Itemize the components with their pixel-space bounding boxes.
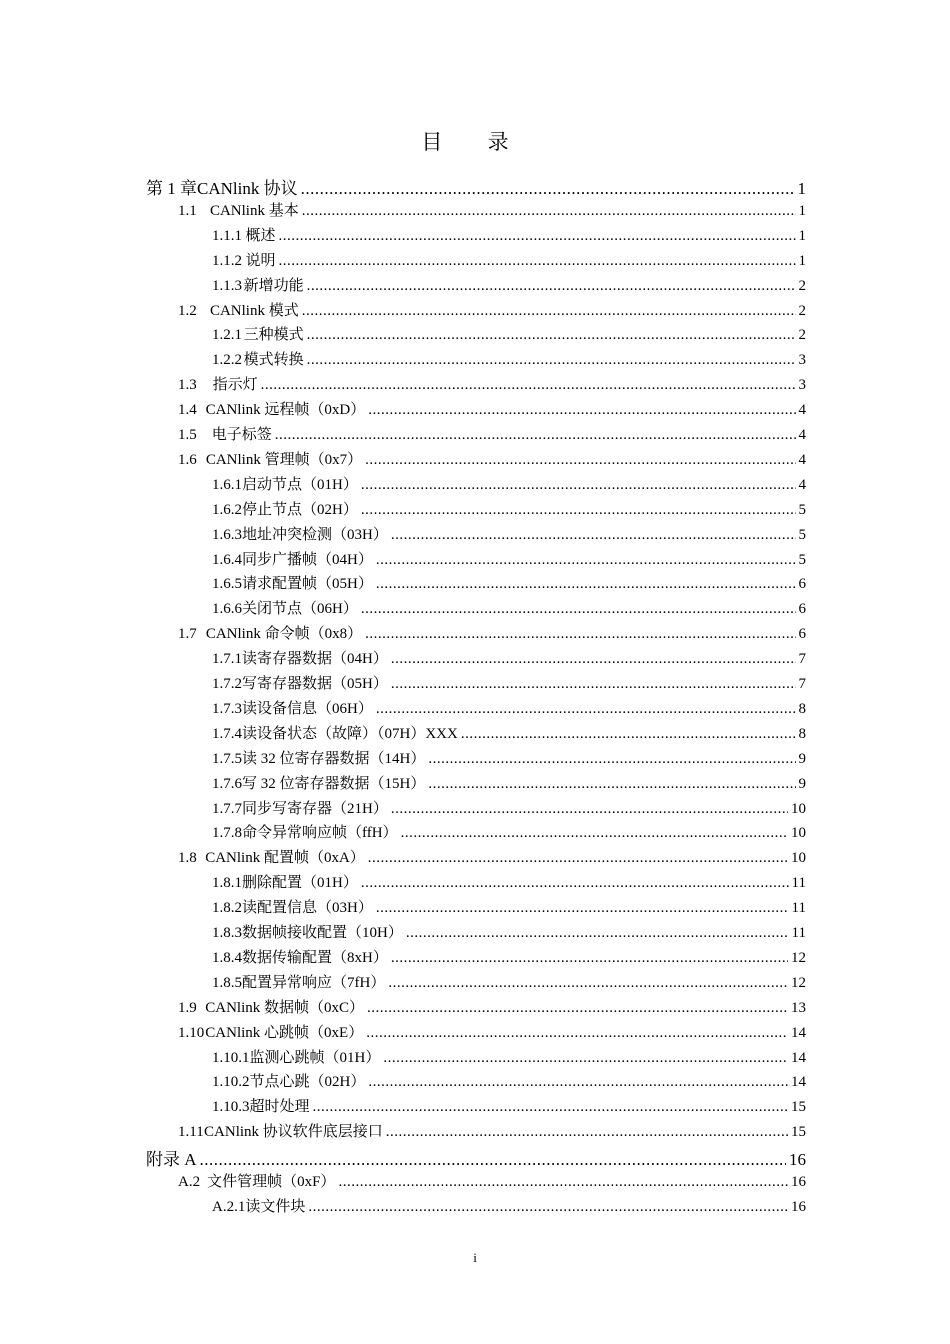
- toc-entry-number: 1.1.1: [212, 227, 242, 244]
- toc-entry-title: 数据传输配置（8xH）: [242, 949, 388, 966]
- toc-entry-number: 附录 A: [146, 1150, 197, 1170]
- toc-entry-number: 1.8.1: [212, 875, 242, 892]
- toc-entry-number: 1.8.3: [212, 925, 242, 941]
- toc-entry-page: 3: [798, 377, 806, 394]
- toc-entry-page: 4: [798, 402, 806, 419]
- dot-leader: [368, 402, 795, 419]
- toc-entry-title: 模式转换: [243, 352, 304, 369]
- toc-entry[interactable]: [212, 1070, 806, 1091]
- toc-entry[interactable]: [212, 722, 806, 743]
- dot-leader: [307, 352, 796, 369]
- toc-entry-page: 3: [798, 352, 806, 369]
- toc-entry-title: 请求配置帧（05H）: [242, 576, 373, 593]
- toc-entry-number: 1.6.3: [212, 526, 242, 543]
- toc-entry[interactable]: [212, 597, 806, 618]
- dot-leader: [428, 776, 795, 793]
- toc-entry[interactable]: [178, 846, 806, 867]
- toc-entry-page: 10: [791, 850, 806, 867]
- toc-entry-page: 14: [791, 1074, 806, 1091]
- toc-entry-page: 7: [798, 651, 806, 668]
- dot-leader: [307, 278, 796, 295]
- dot-leader: [376, 900, 789, 917]
- toc-entry[interactable]: [212, 971, 806, 992]
- dot-leader: [376, 576, 796, 593]
- dot-leader: [391, 651, 796, 668]
- toc-entry-page: 2: [798, 327, 806, 344]
- toc-entry-number: 1.6.5: [212, 576, 242, 593]
- toc-entry-page: 6: [798, 626, 806, 643]
- dot-leader: [391, 950, 788, 967]
- toc-entry[interactable]: [212, 348, 806, 369]
- toc-entry-number: 1.7.1: [212, 651, 242, 668]
- dot-leader: [302, 203, 796, 220]
- toc-entry-page: 11: [791, 925, 806, 941]
- dot-leader: [361, 477, 796, 494]
- dot-leader: [313, 1099, 788, 1116]
- toc-entry-title: 读文件块: [245, 1198, 306, 1215]
- toc-entry-title: CANlink 数据帧（0xC）: [205, 999, 364, 1016]
- toc-entry-number: 1.6.2: [212, 501, 242, 518]
- toc-entry-page: 5: [798, 526, 806, 543]
- toc-entry[interactable]: [212, 274, 806, 295]
- toc-entry-title: CANlink 心跳帧（0xE）: [205, 1024, 364, 1041]
- toc-entry-page: 12: [791, 949, 806, 966]
- toc-entry-page: 16: [791, 1198, 806, 1215]
- toc-entry-page: 4: [798, 451, 806, 468]
- toc-entry-number: 1.7.7: [212, 800, 242, 817]
- dot-leader: [428, 751, 795, 768]
- dot-leader: [307, 327, 796, 344]
- toc-entry-title: 读配置信息（03H）: [242, 900, 373, 917]
- dot-leader: [278, 228, 795, 245]
- toc-entry-number: 1.7.8: [212, 825, 242, 842]
- toc-entry[interactable]: [178, 423, 806, 444]
- toc-entry-page: 6: [798, 576, 806, 593]
- dot-leader: [200, 1150, 786, 1170]
- toc-entry-title: CANlink 配置帧（0xA）: [205, 850, 365, 867]
- toc-entry-title: 超时处理: [249, 1099, 310, 1116]
- toc-entry-number: 1.2: [178, 302, 197, 319]
- toc-entry[interactable]: [212, 697, 806, 718]
- toc-entry-number: 1.8.2: [212, 900, 242, 917]
- toc-entry[interactable]: [212, 1095, 806, 1116]
- toc-entry-number: 1.10: [178, 1024, 205, 1041]
- dot-leader: [275, 427, 796, 444]
- toc-entry[interactable]: [146, 174, 806, 199]
- toc-entry-number: A.2: [178, 1174, 201, 1190]
- dot-leader: [368, 850, 788, 867]
- toc-entry-page: 4: [798, 427, 806, 443]
- toc-entry-number: 1.10.2: [212, 1074, 250, 1091]
- toc-entry-title: 关闭节点（06H）: [242, 601, 358, 618]
- toc-entry[interactable]: [212, 1046, 806, 1067]
- dot-leader: [361, 502, 796, 519]
- toc-entry[interactable]: [178, 199, 806, 220]
- toc-entry-title: 数据帧接收配置（10H）: [242, 925, 403, 941]
- toc-entry[interactable]: [178, 996, 806, 1017]
- dot-leader: [365, 452, 795, 469]
- toc-entry-page: 4: [798, 476, 806, 493]
- toc-entry-title: 地址冲突检测（03H）: [242, 526, 388, 543]
- toc-entry-title: 说明: [245, 252, 276, 269]
- toc-entry[interactable]: [212, 896, 806, 917]
- toc-entry-page: 10: [791, 825, 806, 842]
- toc-entry-page: 8: [798, 700, 806, 717]
- toc-entry-number: 1.8.4: [212, 949, 242, 966]
- toc-entry-number: 1.1.2: [212, 252, 242, 269]
- toc-entry-number: 1.7.4: [212, 725, 242, 742]
- toc-entry-page: 6: [798, 601, 806, 618]
- toc-entry-page: 15: [791, 1099, 806, 1116]
- toc-entry-number: 1.6.6: [212, 601, 242, 618]
- toc-entry-page: 12: [791, 974, 806, 991]
- toc-entry-page: 1: [797, 179, 806, 198]
- dot-leader: [391, 801, 788, 818]
- toc-entry-number: 1.6.1: [212, 476, 242, 493]
- dot-leader: [366, 1025, 788, 1042]
- dot-leader: [308, 1199, 788, 1216]
- toc-entry-number: 1.7.3: [212, 700, 242, 717]
- toc-entry-title: 写寄存器数据（05H）: [242, 676, 388, 692]
- toc-entry[interactable]: [212, 747, 806, 768]
- toc-entry-page: 5: [798, 501, 806, 518]
- toc-entry-title: 指示灯: [212, 377, 258, 394]
- dot-leader: [391, 527, 796, 544]
- dot-leader: [302, 303, 796, 320]
- dot-leader: [376, 552, 796, 569]
- toc-entry[interactable]: [212, 647, 806, 668]
- dot-leader: [391, 676, 796, 693]
- toc-title: 目 录: [421, 130, 529, 154]
- dot-leader: [401, 825, 788, 842]
- toc-entry-title: 监测心跳帧（01H）: [249, 1049, 381, 1066]
- toc-entry-number: 1.8.5: [212, 974, 242, 991]
- toc-entry-title: 命令异常响应帧（ffH）: [242, 825, 398, 842]
- toc-entry-number: 1.10.1: [212, 1049, 250, 1066]
- toc-entry-number: 1.6: [178, 451, 197, 468]
- toc-entry[interactable]: [212, 323, 806, 344]
- toc-entry[interactable]: [212, 548, 806, 569]
- dot-leader: [461, 726, 796, 743]
- toc-entry[interactable]: [178, 299, 806, 320]
- toc-entry-number: 1.1: [178, 202, 197, 219]
- toc-entry-page: 9: [798, 750, 806, 767]
- toc-entry-number: 第 1 章: [146, 179, 197, 198]
- toc-entry-page: 16: [789, 1150, 806, 1170]
- toc-entry-title: 概述: [245, 227, 276, 244]
- toc-entry-page: 15: [791, 1124, 806, 1141]
- toc-entry-title: CANlink 基本: [209, 202, 299, 219]
- toc-entry[interactable]: [178, 373, 806, 394]
- toc-entry-number: 1.1.3: [212, 277, 242, 294]
- toc-entry[interactable]: [178, 1021, 806, 1042]
- toc-entry-number: A.2.1: [212, 1198, 246, 1215]
- toc-entry-page: 1: [798, 227, 806, 244]
- toc-entry-page: 2: [798, 302, 806, 319]
- toc-entry-title: 读 32 位寄存器数据（14H）: [242, 750, 426, 767]
- toc-entry-page: 16: [791, 1174, 806, 1190]
- toc-entry-title: 同步广播帧（04H）: [242, 551, 373, 568]
- dot-leader: [261, 377, 796, 394]
- dot-leader: [376, 701, 796, 718]
- toc-entry[interactable]: [212, 572, 806, 593]
- toc-entry-title: CANlink 协议: [197, 179, 298, 198]
- toc-entry-title: CANlink 模式: [209, 302, 299, 319]
- toc-entry-number: 1.7: [178, 626, 197, 643]
- toc-entry-number: 1.5: [178, 427, 197, 443]
- toc-entry-page: 13: [791, 999, 806, 1016]
- toc-entry-number: 1.8: [178, 850, 197, 867]
- toc-entry-title: 启动节点（01H）: [242, 476, 358, 493]
- toc-entry[interactable]: [212, 871, 806, 892]
- toc-entry[interactable]: [178, 1120, 806, 1141]
- toc-entry-title: 读设备状态（故障）（07H）XXX: [242, 725, 458, 742]
- toc-entry-title: CANlink 远程帧（0xD）: [205, 402, 366, 419]
- toc-entry[interactable]: [212, 946, 806, 967]
- dot-leader: [361, 601, 796, 618]
- toc-entry-number: 1.7.2: [212, 676, 242, 692]
- toc-entry-title: 同步写寄存器（21H）: [242, 800, 388, 817]
- toc-entry-number: 1.6.4: [212, 551, 242, 568]
- page-number: i: [473, 1250, 477, 1265]
- toc-entry-number: 1.7.5: [212, 750, 242, 767]
- toc-entry[interactable]: [178, 398, 806, 419]
- toc-entry[interactable]: [212, 772, 806, 793]
- toc-entry-page: 2: [798, 277, 806, 294]
- toc-entry[interactable]: [212, 1195, 806, 1216]
- toc-entry-title: 删除配置（01H）: [242, 875, 358, 892]
- toc-entry-page: 5: [798, 551, 806, 568]
- toc-entry[interactable]: [212, 498, 806, 519]
- toc-entry-page: 14: [791, 1049, 806, 1066]
- toc-entry-page: 1: [798, 252, 806, 269]
- toc-entry-page: 1: [798, 202, 806, 219]
- dot-leader: [406, 925, 789, 942]
- toc-entry-number: 1.4: [178, 402, 197, 419]
- toc-entry-title: 配置异常响应（7fH）: [242, 974, 386, 991]
- toc-entry-title: 停止节点（02H）: [242, 501, 358, 518]
- toc-entry-page: 11: [791, 875, 806, 892]
- toc-entry-title: 三种模式: [243, 327, 304, 344]
- toc-entry[interactable]: [178, 1170, 806, 1191]
- toc-entry-number: 1.10.3: [212, 1099, 250, 1116]
- toc-entry-page: 8: [798, 725, 806, 742]
- toc-entry-number: 1.11: [178, 1124, 204, 1141]
- toc-entry[interactable]: [212, 224, 806, 245]
- toc-entry[interactable]: [212, 921, 806, 942]
- toc-entry[interactable]: [212, 797, 806, 818]
- toc-entry[interactable]: [212, 473, 806, 494]
- toc-entry[interactable]: [178, 622, 806, 643]
- toc-entry-page: 14: [791, 1024, 806, 1041]
- toc-entry-title: CANlink 命令帧（0x8）: [205, 626, 363, 643]
- toc-entry[interactable]: [146, 1145, 806, 1170]
- toc-entry-page: 7: [798, 676, 806, 692]
- toc-entry-page: 11: [791, 900, 806, 917]
- toc-entry-title: 文件管理帧（0xF）: [207, 1174, 336, 1190]
- dot-leader: [367, 1000, 788, 1017]
- toc-entry-title: CANlink 协议软件底层接口: [204, 1124, 383, 1141]
- dot-leader: [365, 626, 795, 643]
- toc-entry-page: 9: [798, 775, 806, 792]
- toc-entry[interactable]: [212, 821, 806, 842]
- dot-leader: [383, 1050, 788, 1067]
- toc-entry[interactable]: [178, 448, 806, 469]
- toc-entry-page: 10: [791, 800, 806, 817]
- toc-entry-title: 节点心跳（02H）: [249, 1074, 366, 1091]
- dot-leader: [338, 1174, 788, 1191]
- dot-leader: [388, 975, 788, 992]
- toc-entry-number: 1.2.2: [212, 352, 242, 369]
- toc-entry[interactable]: [212, 672, 806, 693]
- toc-entry[interactable]: [212, 249, 806, 270]
- toc-entry-number: 1.2.1: [212, 327, 242, 344]
- toc-entry-title: 读设备信息（06H）: [242, 700, 373, 717]
- dot-leader: [361, 875, 789, 892]
- toc-entry-title: 读寄存器数据（04H）: [242, 651, 388, 668]
- toc-entry-number: 1.7.6: [212, 775, 242, 792]
- toc-entry-title: 电子标签: [211, 427, 272, 443]
- toc-entry-title: 写 32 位寄存器数据（15H）: [242, 775, 426, 792]
- toc-entry-title: 新增功能: [243, 277, 304, 294]
- dot-leader: [301, 179, 795, 199]
- toc-entry-number: 1.9: [178, 999, 197, 1016]
- dot-leader: [368, 1074, 788, 1091]
- dot-leader: [386, 1124, 788, 1141]
- toc-entry-number: 1.3: [178, 377, 197, 394]
- dot-leader: [278, 253, 795, 270]
- toc-entry[interactable]: [212, 523, 806, 544]
- toc-entry-title: CANlink 管理帧（0x7）: [205, 451, 363, 468]
